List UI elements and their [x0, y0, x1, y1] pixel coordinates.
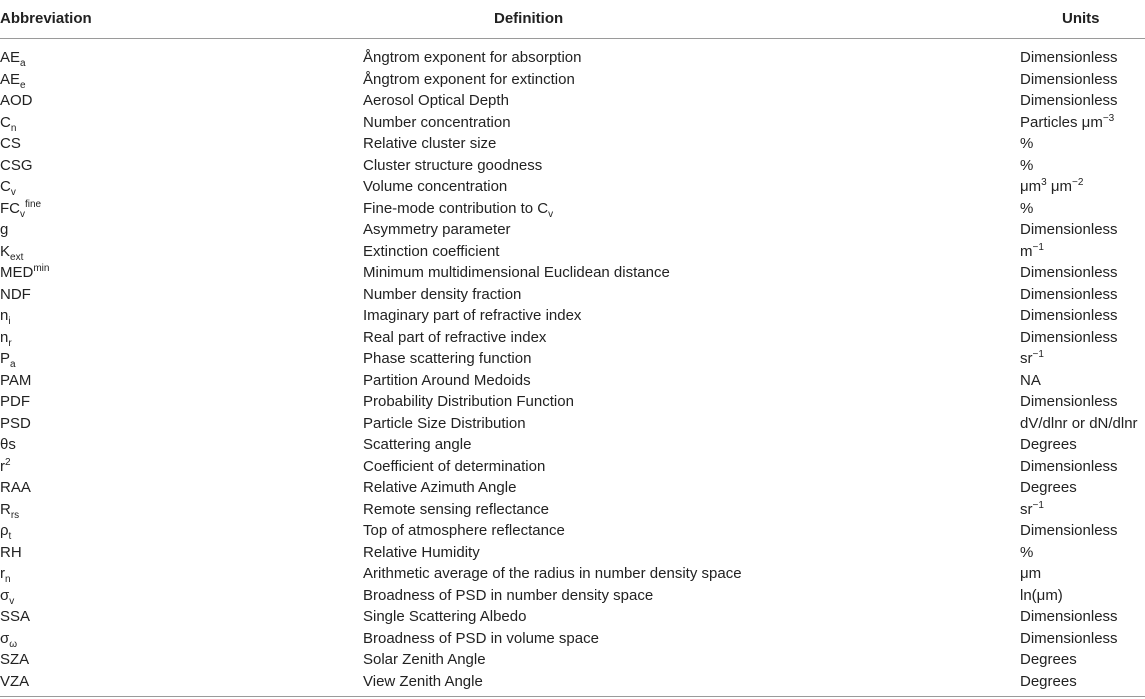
abbreviation-subscript: a	[10, 359, 16, 370]
header-units: Units	[1062, 10, 1100, 27]
abbreviation-text: RH	[0, 543, 22, 561]
units-text: Degrees	[1020, 672, 1077, 690]
abbreviation-text: CSG	[0, 156, 33, 174]
cell-definition	[363, 671, 483, 693]
definition-text: Minimum multidimensional Euclidean distance	[363, 264, 670, 281]
cell-abbreviation	[0, 305, 11, 327]
cell-abbreviation	[0, 90, 33, 112]
definition-text: Real part of refractive index	[363, 328, 547, 346]
cell-definition	[363, 155, 542, 177]
definition-text: Ångtrom exponent for absorption	[363, 49, 582, 66]
units-text: Dimensionless	[1020, 328, 1118, 346]
cell-definition	[363, 133, 496, 155]
units-text: Dimensionless	[1020, 393, 1118, 410]
units-text: Particles μm	[1020, 113, 1103, 131]
cell-abbreviation	[0, 606, 30, 628]
units-text: NA	[1020, 371, 1041, 389]
definition-text: Particle Size Distribution	[363, 414, 526, 432]
cell-abbreviation	[0, 198, 41, 220]
table-row	[0, 671, 1145, 693]
definition-text: Cluster structure goodness	[363, 156, 543, 174]
table-row	[0, 413, 1145, 435]
cell-abbreviation	[0, 585, 14, 607]
cell-units	[1020, 499, 1044, 521]
units-text: %	[1020, 199, 1034, 217]
abbreviation-superscript: 2	[5, 456, 11, 468]
table-row	[0, 456, 1145, 478]
abbreviation-text: PAM	[0, 371, 32, 389]
cell-abbreviation	[0, 219, 8, 241]
cell-abbreviation	[0, 133, 21, 155]
abbreviation-subscript: a	[20, 58, 26, 69]
abbreviation-text: PSD	[0, 414, 31, 432]
cell-units	[1020, 133, 1033, 155]
cell-definition	[363, 348, 531, 370]
cell-units	[1020, 520, 1118, 542]
abbreviation-subscript: v	[9, 595, 15, 607]
abbreviation-text: σ	[0, 629, 10, 647]
definition-text: Remote sensing reflectance	[363, 500, 549, 518]
cell-units	[1020, 413, 1138, 435]
definition-text: Arithmetic average of the radius in number density space	[363, 565, 742, 582]
abbreviation-text: C	[0, 178, 11, 195]
definition-text: Imaginary part of refractive index	[363, 307, 582, 324]
cell-definition	[363, 198, 553, 220]
units-text: Dimensionless	[1020, 629, 1118, 647]
table-row	[0, 327, 1145, 349]
cell-units	[1020, 391, 1118, 413]
abbreviation-text: CS	[0, 135, 21, 152]
cell-units	[1020, 542, 1033, 564]
abbreviation-text: MED	[0, 264, 34, 281]
definition-subscript: v	[548, 208, 554, 220]
table-row	[0, 348, 1145, 370]
table-row	[0, 219, 1145, 241]
abbreviation-text: θs	[0, 436, 16, 453]
cell-units	[1020, 671, 1077, 693]
abbreviation-text: r	[0, 565, 5, 582]
units-text: Dimensionless	[1020, 221, 1118, 238]
abbreviation-text: SZA	[0, 651, 30, 668]
cell-definition	[363, 585, 653, 607]
abbreviation-text: PDF	[0, 393, 30, 410]
definition-text: Relative cluster size	[363, 135, 497, 152]
abbreviation-text: C	[0, 113, 11, 131]
cell-units	[1020, 456, 1118, 478]
table-row	[0, 585, 1145, 607]
definition-text: Phase scattering function	[363, 350, 532, 367]
cell-definition	[363, 606, 526, 628]
cell-abbreviation	[0, 241, 23, 263]
cell-abbreviation	[0, 348, 16, 370]
abbreviation-subscript: n	[10, 122, 17, 134]
units-text: Dimensionless	[1020, 264, 1118, 281]
units-text: %	[1020, 543, 1034, 561]
cell-definition	[363, 563, 742, 585]
cell-abbreviation	[0, 370, 31, 392]
cell-definition	[363, 477, 516, 499]
table-row	[0, 133, 1145, 155]
definition-text: Single Scattering Albedo	[363, 608, 527, 625]
cell-abbreviation	[0, 456, 11, 478]
cell-abbreviation	[0, 542, 22, 564]
abbreviation-subscript: v	[20, 208, 25, 220]
table-header	[0, 0, 1145, 39]
cell-abbreviation	[0, 69, 26, 91]
definition-text: Relative Azimuth Angle	[363, 479, 517, 496]
table-row	[0, 176, 1145, 198]
units-text: Dimensionless	[1020, 307, 1118, 324]
definition-text: Aerosol Optical Depth	[363, 92, 509, 109]
cell-units	[1020, 434, 1077, 456]
abbreviation-text: P	[0, 350, 11, 367]
cell-units	[1020, 198, 1033, 220]
table-row	[0, 628, 1145, 650]
abbreviation-subscript: ω	[9, 638, 18, 650]
units-text: %	[1020, 156, 1034, 174]
units-superscript: −2	[1072, 177, 1084, 188]
abbreviation-superscript: min	[33, 263, 50, 274]
table-row	[0, 434, 1145, 456]
units-text-continued: μm	[1046, 178, 1073, 195]
definition-text: Relative Humidity	[363, 543, 480, 561]
cell-abbreviation	[0, 155, 33, 177]
table-body	[0, 39, 1145, 692]
cell-abbreviation	[0, 520, 11, 542]
cell-definition	[363, 434, 471, 456]
table-row	[0, 198, 1145, 220]
abbreviation-text: FC	[0, 199, 20, 217]
definition-text: Top of atmosphere reflectance	[363, 522, 565, 539]
cell-definition	[363, 499, 549, 521]
table-row	[0, 262, 1145, 284]
cell-abbreviation	[0, 327, 12, 349]
cell-definition	[363, 413, 526, 435]
cell-units	[1020, 606, 1118, 628]
definition-text: Asymmetry parameter	[363, 221, 511, 238]
cell-units	[1020, 241, 1044, 263]
cell-definition	[363, 284, 521, 306]
definition-text: Number density fraction	[363, 285, 522, 303]
units-text: Dimensionless	[1020, 457, 1118, 475]
abbreviation-text: n	[0, 328, 9, 346]
cell-definition	[363, 456, 545, 478]
cell-abbreviation	[0, 391, 30, 413]
cell-definition	[363, 327, 546, 349]
cell-definition	[363, 69, 575, 91]
table-row	[0, 112, 1145, 134]
units-superscript: −1	[1032, 241, 1044, 253]
cell-definition	[363, 262, 670, 284]
abbreviation-superscript: fine	[25, 198, 42, 210]
cell-definition	[363, 305, 581, 327]
abbreviation-subscript: n	[5, 574, 11, 585]
cell-units	[1020, 219, 1118, 241]
table-row	[0, 155, 1145, 177]
cell-definition	[363, 241, 499, 263]
cell-units	[1020, 262, 1118, 284]
cell-definition	[363, 219, 511, 241]
units-superscript: −3	[1102, 112, 1115, 124]
header-definition: Definition	[494, 10, 564, 27]
abbreviation-subscript: e	[20, 79, 26, 91]
table-row	[0, 520, 1145, 542]
table-row	[0, 305, 1145, 327]
cell-definition	[363, 112, 511, 134]
cell-units	[1020, 47, 1118, 69]
units-text: Dimensionless	[1020, 49, 1118, 66]
table-row	[0, 370, 1145, 392]
cell-definition	[363, 391, 574, 413]
cell-units	[1020, 370, 1041, 392]
table-row	[0, 69, 1145, 91]
cell-abbreviation	[0, 284, 31, 306]
cell-definition	[363, 90, 509, 112]
abbreviation-text: g	[0, 221, 9, 238]
definition-text: Extinction coefficient	[363, 242, 500, 260]
abbreviation-text: SSA	[0, 608, 31, 625]
units-text: Degrees	[1020, 479, 1077, 496]
units-superscript: −1	[1032, 349, 1044, 360]
units-text: μm	[1020, 565, 1042, 582]
definition-text: Fine-mode contribution to C	[363, 199, 549, 217]
table-row	[0, 649, 1145, 671]
bottom-rule	[0, 696, 1145, 697]
table-row	[0, 477, 1145, 499]
cell-abbreviation	[0, 628, 17, 650]
units-text: sr	[1020, 350, 1033, 367]
abbreviation-text: VZA	[0, 672, 30, 690]
abbreviation-text: AE	[0, 70, 21, 88]
abbreviation-subscript: v	[10, 187, 16, 198]
abbreviation-text: AOD	[0, 92, 33, 109]
cell-units	[1020, 477, 1077, 499]
cell-abbreviation	[0, 477, 31, 499]
table-row	[0, 241, 1145, 263]
abbreviation-text: RAA	[0, 479, 31, 496]
abbreviation-subscript: ext	[10, 251, 24, 263]
definition-text: Partition Around Medoids	[363, 371, 531, 389]
table-row	[0, 499, 1145, 521]
definition-text: Broadness of PSD in number density space	[363, 586, 654, 604]
units-text: m	[1020, 242, 1033, 260]
definition-text: Coefficient of determination	[363, 457, 546, 475]
units-text: Dimensionless	[1020, 92, 1118, 109]
cell-abbreviation	[0, 413, 31, 435]
cell-units	[1020, 305, 1118, 327]
cell-abbreviation	[0, 47, 26, 69]
units-text: μm	[1020, 178, 1042, 195]
cell-units	[1020, 69, 1118, 91]
units-text: %	[1020, 135, 1034, 152]
abbreviation-subscript: rs	[10, 509, 20, 521]
cell-abbreviation	[0, 499, 19, 521]
cell-units	[1020, 176, 1083, 198]
cell-units	[1020, 649, 1077, 671]
abbreviation-text: n	[0, 307, 9, 324]
table-row	[0, 542, 1145, 564]
abbreviation-text: ρ	[0, 522, 9, 539]
table-row	[0, 47, 1145, 69]
table-row	[0, 284, 1145, 306]
units-superscript: 3	[1041, 177, 1047, 188]
cell-units	[1020, 348, 1044, 370]
abbreviation-text: NDF	[0, 285, 31, 303]
definition-text: Ångtrom exponent for extinction	[363, 70, 575, 88]
cell-units	[1020, 563, 1041, 585]
cell-definition	[363, 542, 480, 564]
cell-abbreviation	[0, 434, 16, 456]
cell-units	[1020, 585, 1063, 607]
definition-text: Scattering angle	[363, 436, 472, 453]
cell-units	[1020, 327, 1118, 349]
cell-definition	[363, 628, 599, 650]
table-row	[0, 563, 1145, 585]
header-abbreviation: Abbreviation	[0, 10, 92, 27]
cell-abbreviation	[0, 112, 16, 134]
cell-definition	[363, 176, 507, 198]
units-text: Dimensionless	[1020, 70, 1118, 88]
abbreviation-text: r	[0, 457, 5, 475]
definition-text: Solar Zenith Angle	[363, 651, 486, 668]
definition-text: Broadness of PSD in volume space	[363, 629, 599, 647]
abbreviation-text: σ	[0, 586, 10, 604]
definition-text: View Zenith Angle	[363, 672, 483, 690]
units-text: Degrees	[1020, 436, 1077, 453]
cell-definition	[363, 520, 565, 542]
cell-units	[1020, 155, 1033, 177]
cell-definition	[363, 370, 531, 392]
abbreviation-subscript: i	[8, 316, 11, 327]
units-superscript: −1	[1032, 499, 1044, 511]
abbreviation-text: R	[0, 500, 11, 518]
cell-units	[1020, 90, 1118, 112]
cell-units	[1020, 284, 1118, 306]
definition-text: Number concentration	[363, 113, 511, 131]
definition-text: Volume concentration	[363, 178, 508, 195]
units-text: Dimensionless	[1020, 285, 1118, 303]
cell-abbreviation	[0, 649, 29, 671]
definition-text: Probability Distribution Function	[363, 393, 574, 410]
abbreviation-subscript: t	[8, 531, 12, 542]
table-row	[0, 391, 1145, 413]
cell-units	[1020, 112, 1114, 134]
abbreviation-text: AE	[0, 49, 21, 66]
cell-abbreviation	[0, 671, 29, 693]
units-text: Dimensionless	[1020, 608, 1118, 625]
units-text: dV/dlnr or dN/dlnr	[1020, 414, 1138, 432]
table-row	[0, 90, 1145, 112]
cell-definition	[363, 47, 581, 69]
units-text: ln(μm)	[1020, 586, 1063, 604]
cell-abbreviation	[0, 262, 49, 284]
table-row	[0, 606, 1145, 628]
cell-abbreviation	[0, 176, 16, 198]
cell-definition	[363, 649, 486, 671]
abbreviation-subscript: r	[8, 337, 12, 349]
cell-abbreviation	[0, 563, 11, 585]
cell-units	[1020, 628, 1118, 650]
abbreviation-text: K	[0, 242, 11, 260]
units-text: sr	[1020, 500, 1033, 518]
units-text: Degrees	[1020, 651, 1077, 668]
units-text: Dimensionless	[1020, 522, 1118, 539]
